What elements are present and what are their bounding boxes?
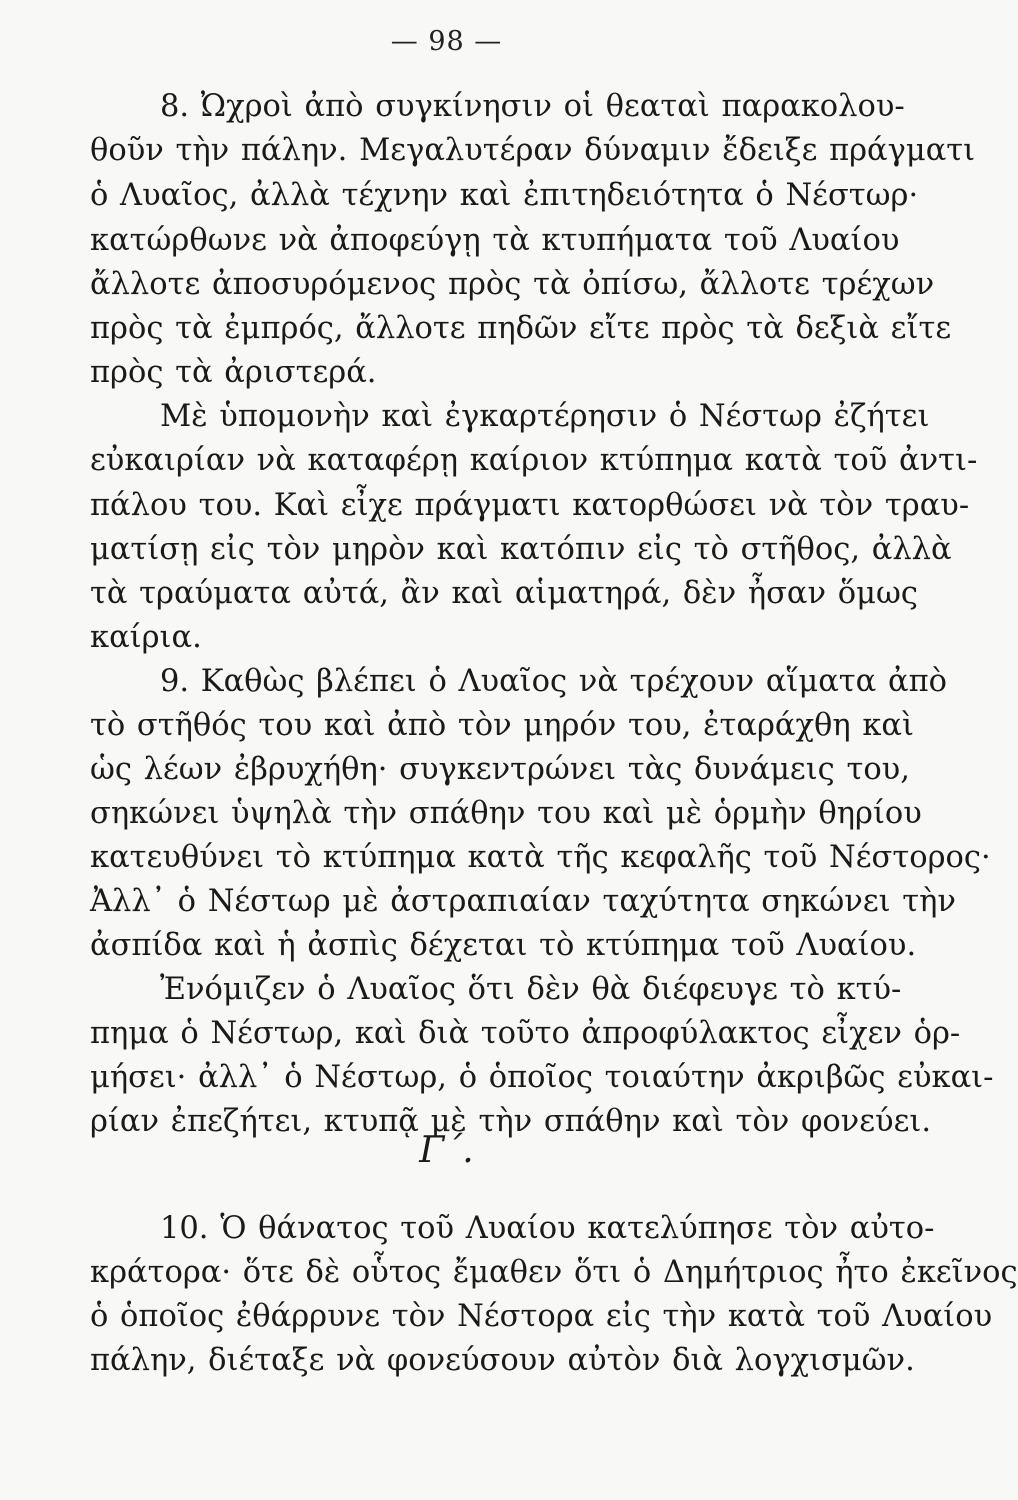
text-line: εὐκαιρίαν νὰ καταφέρῃ καίριον κτύπημα κατὰ τοῦ ἀντι- [90, 443, 978, 478]
text-line: πάλου του. Καὶ εἶχε πράγματι κατορθώσει νὰ τὸν τραυ- [90, 488, 970, 523]
text-line: πρὸς τὰ ἀριστερά. [90, 355, 377, 390]
section-heading: Γ΄. [419, 1130, 474, 1171]
text-line: καίρια. [90, 620, 202, 655]
text-line: ματίσῃ εἰς τὸν μηρὸν καὶ κατόπιν εἰς τὸ στῆθος, ἀλλὰ [90, 532, 952, 567]
text-line: μήσει· ἀλλ᾽ ὁ Νέστωρ, ὁ ὁποῖος τοιαύτην ἀκριβῶς εὐκαι- [90, 1060, 994, 1095]
text-line: ὁ Λυαῖος, ἀλλὰ τέχνην καὶ ἐπιτηδειότητα ὁ Νέστωρ· [90, 178, 919, 213]
text-line: ἀσπίδα καὶ ἡ ἀσπὶς δέχεται τὸ κτύπημα τοῦ Λυαίου. [90, 928, 917, 963]
text-line: θοῦν τὴν πάλην. Μεγαλυτέραν δύναμιν ἔδειξε πράγματι [90, 133, 976, 168]
text-line: ὡς λέων ἐβρυχήθη· συγκεντρώνει τὰς δυνάμεις του, [90, 752, 910, 787]
text-line: κατώρθωνε νὰ ἀποφεύγῃ τὰ κτυπήματα τοῦ Λυαίου [90, 223, 900, 258]
text-line: ἄλλοτε ἀποσυρόμενος πρὸς τὰ ὀπίσω, ἄλλοτε τρέχων [90, 267, 935, 302]
text-line: ὁ ὁποῖος ἐθάρρυνε τὸν Νέστορα εἰς τὴν κατὰ τοῦ Λυαίου [90, 1299, 993, 1334]
text-line: πημα ὁ Νέστωρ, καὶ διὰ τοῦτο ἀπροφύλακτος εἶχεν ὁρ- [90, 1016, 961, 1051]
text-line: Ἐνόμιζεν ὁ Λυαῖος ὅτι δὲν θὰ διέφευγε τὸ κτύ- [160, 972, 902, 1007]
text-line: ρίαν ἐπεζήτει, κτυπᾷ μὲ τὴν σπάθην καὶ τὸν φονεύει. [90, 1104, 932, 1139]
text-line: 10. Ὁ θάνατος τοῦ Λυαίου κατελύπησε τὸν αὐτο- [160, 1211, 935, 1246]
text-line: 9. Καθὼς βλέπει ὁ Λυαῖος νὰ τρέχουν αἵματα ἀπὸ [160, 664, 947, 699]
text-line: τὸ στῆθός του καὶ ἀπὸ τὸν μηρόν του, ἐταράχθη καὶ [90, 708, 914, 743]
text-line: πάλην, διέταξε νὰ φονεύσουν αὐτὸν διὰ λογχισμῶν. [90, 1343, 915, 1378]
text-line: κατευθύνει τὸ κτύπημα κατὰ τῆς κεφαλῆς τοῦ Νέστορος· [90, 840, 991, 875]
text-line: 8. Ὠχροὶ ἀπὸ συγκίνησιν οἱ θεαταὶ παρακολου- [160, 89, 905, 124]
text-line: τὰ τραύματα αὐτά, ἂν καὶ αἱματηρά, δὲν ἦσαν ὅμως [90, 576, 918, 611]
text-line: σηκώνει ὑψηλὰ τὴν σπάθην του καὶ μὲ ὁρμὴν θηρίου [90, 796, 922, 831]
text-line: πρὸς τὰ ἐμπρός, ἄλλοτε πηδῶν εἴτε πρὸς τὰ δεξιὰ εἴτε [90, 311, 952, 346]
text-line: κράτορα· ὅτε δὲ οὗτος ἔμαθεν ὅτι ὁ Δημήτριος ἦτο ἐκεῖνος [90, 1255, 1018, 1290]
page-number: — 98 — [390, 26, 503, 57]
text-line: Ἀλλ᾽ ὁ Νέστωρ μὲ ἀστραπιαίαν ταχύτητα σηκώνει τὴν [90, 884, 956, 919]
text-line: Μὲ ὑπομονὴν καὶ ἐγκαρτέρησιν ὁ Νέστωρ ἐζήτει [160, 399, 930, 434]
